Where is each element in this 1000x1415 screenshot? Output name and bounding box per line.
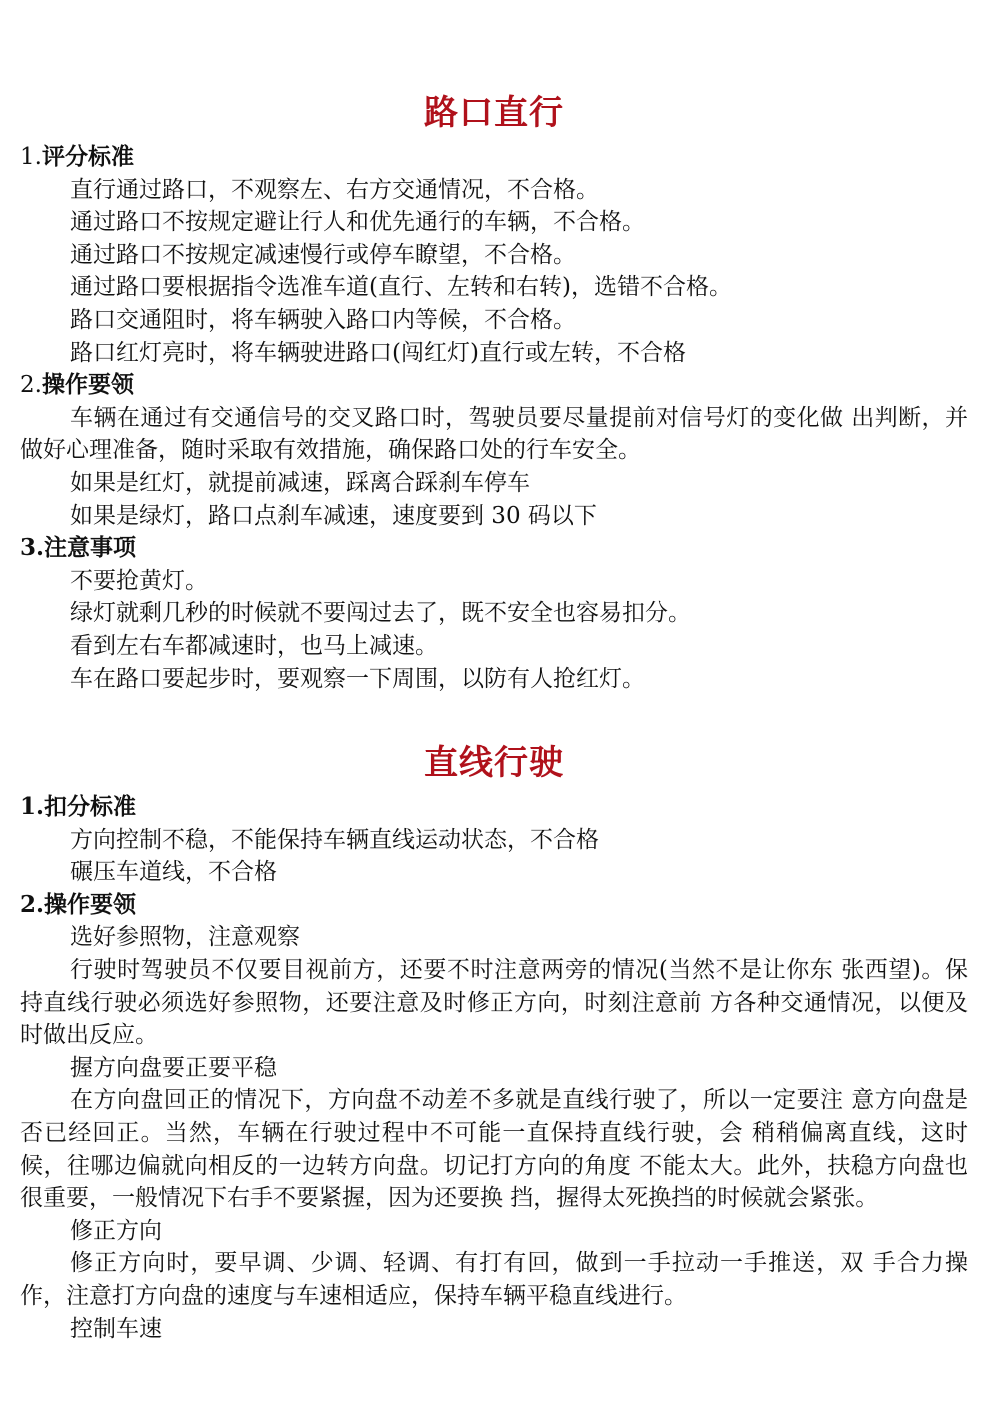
section2-title: 直线行驶 — [424, 743, 564, 784]
section2 — [20, 735, 968, 1345]
paragraph: 路口红灯亮时，将车辆驶进路口(闯红灯)直行或左转，不合格 — [70, 339, 686, 366]
heading-number: 2. — [20, 372, 42, 399]
paragraph: 修正方向 — [70, 1217, 162, 1244]
paragraph: 通过路口不按规定减速慢行或停车瞭望，不合格。 — [70, 241, 576, 268]
section1-title: 路口直行 — [424, 93, 564, 133]
paragraph: 修正方向时，要早调、少调、轻调、有打有回，做到一手拉动一手推送，双 手合力操作，注意打方向盘的速度与车速相适应，保持车辆平稳直线进行。 — [20, 1250, 968, 1309]
paragraph: 不要抢黄灯。 — [70, 567, 208, 594]
section1-heading1 — [20, 141, 968, 174]
paragraph: 看到左右车都减速时，也马上减速。 — [70, 632, 438, 659]
paragraph: 如果是绿灯，路口点刹车减速，速度要到 30 码以下 — [70, 502, 597, 529]
paragraph: 路口交通阻时，将车辆驶入路口内等候，不合格。 — [70, 306, 576, 333]
paragraph: 如果是红灯，就提前减速，踩离合踩刹车停车 — [70, 469, 530, 496]
paragraph: 在方向盘回正的情况下，方向盘不动差不多就是直线行驶了，所以一定要注 意方向盘是否已经回正。当然，车辆在行驶过程中不可能一直保持直线行驶，会 稍稍偏离直线，这时候，往哪边偏就向相反的一边转方向盘。切记打方向的角度 不能太大。此外，扶稳方向盘也很重要，一般情况下右手不要紧握，因为还要换 挡，握得太死换挡的时候就会紧张。 — [20, 1087, 968, 1212]
heading-text: 操作要领 — [41, 371, 134, 399]
paragraph: 通过路口要根据指令选准车道(直行、左转和右转)，选错不合格。 — [70, 274, 732, 301]
paragraph: 车在路口要起步时，要观察一下周围，以防有人抢红灯。 — [70, 665, 645, 692]
paragraph: 车辆在通过有交通信号的交叉路口时，驾驶员要尽量提前对信号灯的变化做 出判断，并做好心理准备，随时采取有效措施，确保路口处的行车安全。 — [20, 404, 968, 464]
document-page — [20, 85, 968, 1345]
paragraph: 控制车速 — [70, 1315, 162, 1342]
section2-heading2 — [20, 889, 968, 922]
heading-number: 2. — [20, 890, 45, 918]
heading-text: 扣分标准 — [44, 793, 137, 821]
section1-heading2 — [20, 369, 968, 402]
paragraph: 握方向盘要正要平稳 — [70, 1054, 277, 1081]
heading-text: 评分标准 — [41, 143, 134, 170]
heading-number: 1. — [20, 793, 45, 821]
paragraph: 选好参照物，注意观察 — [70, 924, 300, 951]
paragraph: 直行通过路口，不观察左、右方交通情况，不合格。 — [70, 176, 599, 203]
paragraph: 行驶时驾驶员不仅要目视前方，还要不时注意两旁的情况(当然不是让你东 张西望)。保持直线行驶必须选好参照物，还要注意及时修正方向，时刻注意前 方各种交通情况，以便及时做出反应。 — [20, 957, 968, 1049]
section1-heading3 — [20, 532, 968, 565]
paragraph: 绿灯就剩几秒的时候就不要闯过去了，既不安全也容易扣分。 — [70, 600, 691, 627]
paragraph: 碾压车道线，不合格 — [70, 859, 277, 886]
heading-number: 1. — [20, 144, 42, 170]
paragraph: 方向控制不稳，不能保持车辆直线运动状态，不合格 — [70, 826, 599, 853]
section2-heading1 — [20, 791, 968, 824]
paragraph: 通过路口不按规定避让行人和优先通行的车辆，不合格。 — [70, 209, 645, 236]
heading-number: 3. — [20, 534, 45, 562]
heading-text: 注意事项 — [44, 534, 137, 562]
heading-text: 操作要领 — [44, 890, 137, 918]
